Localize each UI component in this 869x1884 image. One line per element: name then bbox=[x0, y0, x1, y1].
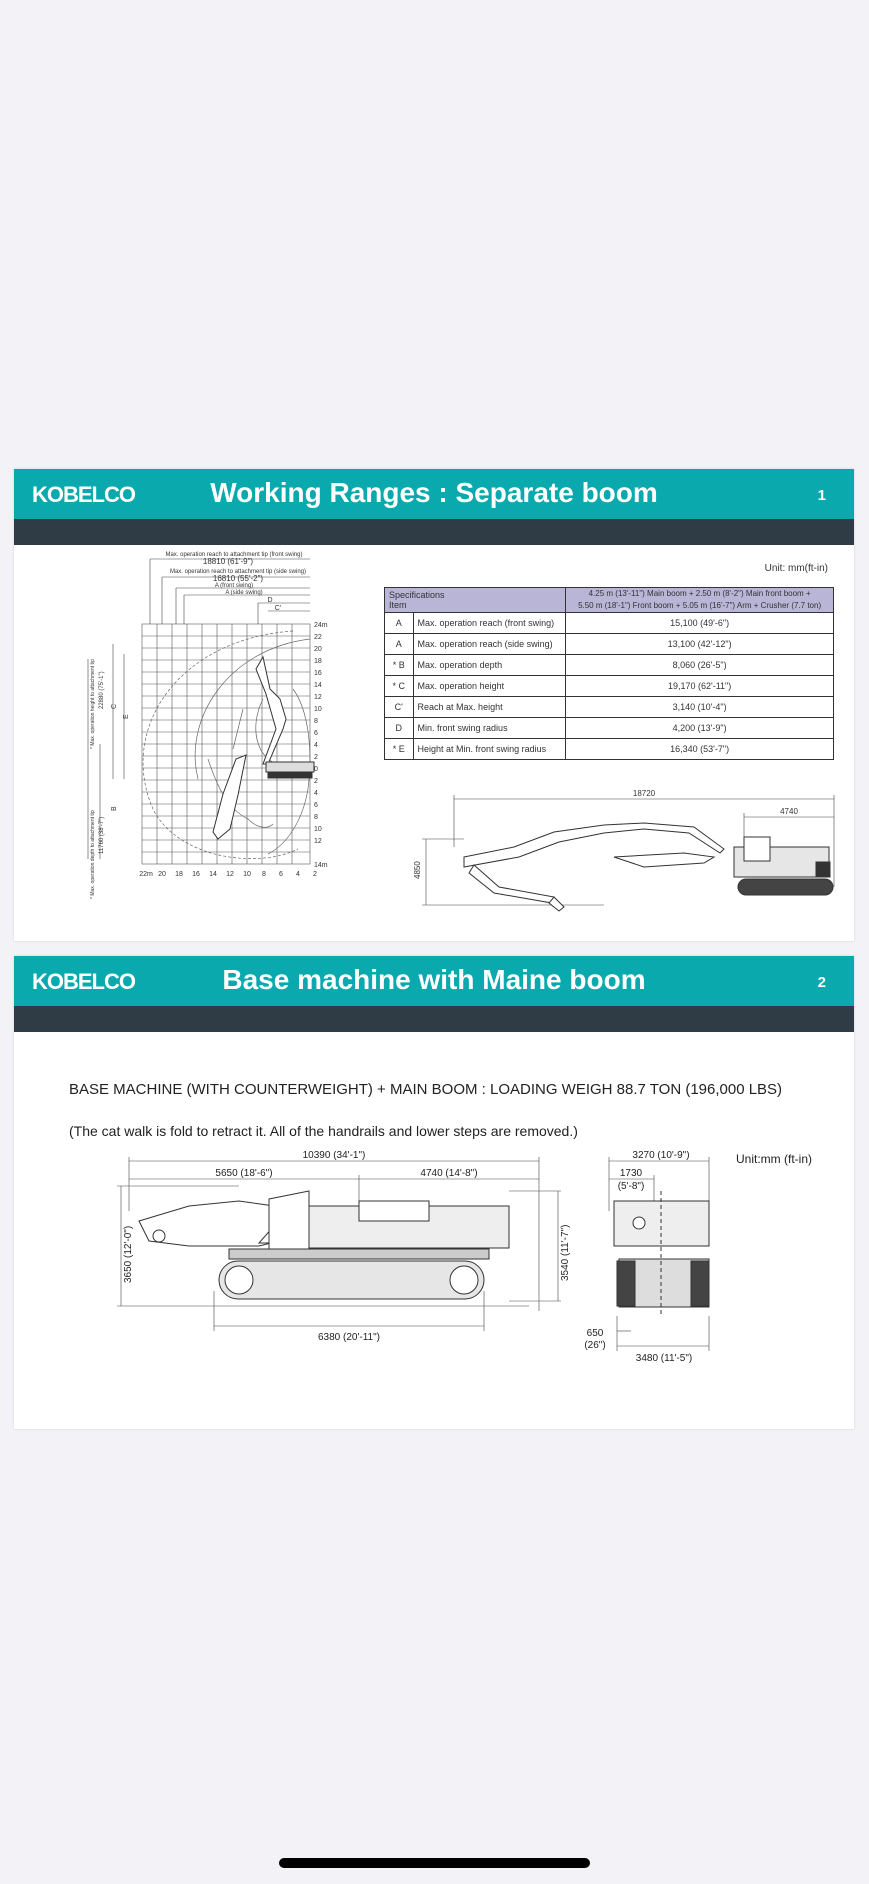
tick-bottom: 22m bbox=[139, 871, 153, 878]
tick-right: 8 bbox=[314, 814, 318, 821]
table-header-model bbox=[566, 588, 834, 613]
vert-upper-label: * Max. operation height to attachment tip bbox=[90, 659, 96, 749]
c-prime-label: C' bbox=[274, 605, 282, 612]
tick-right: 4 bbox=[314, 742, 318, 749]
front-view-sketch bbox=[614, 1191, 709, 1316]
shoe-width-in: (26") bbox=[584, 1340, 606, 1351]
table-header-row bbox=[385, 588, 834, 613]
slide-title: Base machine with Maine boom bbox=[222, 964, 646, 995]
b-label: B bbox=[111, 806, 118, 811]
table-row bbox=[385, 718, 834, 739]
bottom-axis-ticks bbox=[139, 871, 317, 878]
row-code: * B bbox=[385, 655, 414, 676]
row-item: Max. operation reach (side swing) bbox=[413, 634, 566, 655]
row-value: 15,100 (49'-6") bbox=[566, 613, 834, 634]
right-axis-ticks bbox=[314, 622, 328, 869]
catwalk-note: (The cat walk is fold to retract it. All of the handrails and lower steps are removed.) bbox=[69, 1123, 578, 1139]
overall-length: 18720 bbox=[632, 789, 656, 798]
rear-length: 4740 (14'-8") bbox=[420, 1168, 478, 1179]
tick-right: 22 bbox=[314, 634, 322, 641]
table-header-item bbox=[385, 588, 566, 613]
table-row bbox=[385, 613, 834, 634]
table-row bbox=[385, 634, 834, 655]
row-item: Height at Min. front swing radius bbox=[413, 739, 566, 760]
kobelco-logo: KOBELCO bbox=[32, 482, 135, 507]
header-model-line2: 5.50 m (18'-1") Front boom + 5.05 m (16'-7") Arm + Crusher (7.7 ton) bbox=[578, 601, 822, 610]
row-value: 4,200 (13'-9") bbox=[566, 718, 834, 739]
slide-working-ranges bbox=[14, 469, 854, 941]
header-band bbox=[14, 519, 854, 545]
tick-right: 24m bbox=[314, 622, 328, 629]
base-machine-sketch bbox=[139, 1191, 509, 1299]
slide-number: 2 bbox=[817, 974, 826, 991]
tick-bottom: 8 bbox=[262, 871, 266, 878]
vert-lower-value: 11760 (38'-7") bbox=[99, 816, 105, 854]
tick-bottom: 10 bbox=[243, 871, 251, 878]
shoe-width-mm: 650 bbox=[586, 1328, 604, 1339]
table-row bbox=[385, 697, 834, 718]
slide-number: 1 bbox=[817, 487, 826, 504]
row-code: D bbox=[385, 718, 414, 739]
vert-lower-label: * Max. operation depth to attachment tip bbox=[90, 810, 96, 899]
row-code: * C bbox=[385, 676, 414, 697]
row-value: 19,170 (62'-11") bbox=[566, 676, 834, 697]
front-length: 5650 (18'-6") bbox=[215, 1168, 273, 1179]
home-indicator[interactable] bbox=[279, 1858, 590, 1868]
vert-upper-value: 22880 (75'-1") bbox=[99, 671, 105, 709]
row-item: Max. operation depth bbox=[413, 655, 566, 676]
row-value: 8,060 (26'-5") bbox=[566, 655, 834, 676]
header-item: Item bbox=[389, 600, 407, 610]
tick-right: 10 bbox=[314, 826, 322, 833]
tick-right: 6 bbox=[314, 730, 318, 737]
slide-base-machine bbox=[14, 956, 854, 1429]
header-specifications: Specifications bbox=[389, 590, 445, 600]
unit-label: Unit:mm (ft-in) bbox=[736, 1152, 812, 1166]
kobelco-logo: KOBELCO bbox=[32, 969, 135, 994]
table-row bbox=[385, 676, 834, 697]
row-item: Min. front swing radius bbox=[413, 718, 566, 739]
slide-title: Working Ranges : Separate boom bbox=[210, 477, 658, 508]
tick-right: 14 bbox=[314, 682, 322, 689]
spec-table bbox=[384, 587, 834, 760]
track-length: 6380 (20'-11") bbox=[318, 1332, 380, 1343]
header-model-line1: 4.25 m (13'-11") Main boom + 2.50 m (8'-2") Main front boom + bbox=[588, 589, 811, 598]
tick-right: 2 bbox=[314, 778, 318, 785]
tick-right: 10 bbox=[314, 706, 322, 713]
tick-bottom: 20 bbox=[158, 871, 166, 878]
tick-right: 8 bbox=[314, 718, 318, 725]
tick-right: 4 bbox=[314, 790, 318, 797]
side-view-drawing bbox=[404, 787, 854, 917]
header-band bbox=[14, 1006, 854, 1032]
rear-length: 4740 bbox=[780, 807, 798, 816]
tick-bottom: 18 bbox=[175, 871, 183, 878]
row-item: Max. operation reach (front swing) bbox=[413, 613, 566, 634]
row-code: C' bbox=[385, 697, 414, 718]
loading-weight-text: BASE MACHINE (WITH COUNTERWEIGHT) + MAIN BOOM : LOADING WEIGH 88.7 TON (196,000 LBS) bbox=[69, 1081, 783, 1098]
slide-header bbox=[14, 469, 854, 519]
dim1-label: Max. operation reach to attachment tip (front swing) bbox=[165, 552, 303, 558]
track-width: 3480 (11'-5") bbox=[635, 1353, 693, 1364]
tick-bottom: 12 bbox=[226, 871, 234, 878]
base-machine-side-view bbox=[109, 1151, 579, 1381]
a-side-label: A (side swing) bbox=[225, 590, 263, 596]
base-machine-front-view bbox=[579, 1151, 759, 1381]
tick-right: 12 bbox=[314, 694, 322, 701]
excavator-side-sketch bbox=[464, 823, 833, 911]
dim1-value: 18810 (61'-9") bbox=[202, 557, 254, 566]
tick-right: 2 bbox=[314, 754, 318, 761]
tick-right: 20 bbox=[314, 646, 322, 653]
tick-bottom: 6 bbox=[279, 871, 283, 878]
row-value: 16,340 (53'-7") bbox=[566, 739, 834, 760]
slide-header bbox=[14, 956, 854, 1006]
tick-bottom: 4 bbox=[296, 871, 300, 878]
cab-width-ftin: (5'-8") bbox=[617, 1181, 645, 1192]
row-value: 13,100 (42'-12") bbox=[566, 634, 834, 655]
unit-label: Unit: mm(ft-in) bbox=[764, 563, 828, 574]
height-value: 4850 bbox=[413, 861, 422, 879]
row-value: 3,140 (10'-4") bbox=[566, 697, 834, 718]
row-code: * E bbox=[385, 739, 414, 760]
c-label: C bbox=[111, 703, 118, 709]
tick-right: 0 bbox=[314, 766, 318, 773]
a-front-label: A (front swing) bbox=[214, 583, 254, 589]
dim2-value: 16810 (55'-2") bbox=[212, 574, 264, 583]
tick-bottom: 2 bbox=[313, 871, 317, 878]
tick-right: 18 bbox=[314, 658, 322, 665]
height-right: 3540 (11'-7") bbox=[560, 1224, 571, 1281]
overall-length: 10390 (34'-1") bbox=[302, 1151, 366, 1161]
tick-bottom: 14 bbox=[209, 871, 217, 878]
row-code: A bbox=[385, 634, 414, 655]
tick-right: 12 bbox=[314, 838, 322, 845]
table-row bbox=[385, 655, 834, 676]
d-label: D bbox=[267, 597, 273, 604]
dim2-label: Max. operation reach to attachment tip (side swing) bbox=[169, 569, 307, 575]
row-code: A bbox=[385, 613, 414, 634]
height-left: 3650 (12'-0") bbox=[123, 1225, 134, 1283]
table-row bbox=[385, 739, 834, 760]
cab-width-mm: 1730 bbox=[619, 1168, 643, 1179]
row-item: Reach at Max. height bbox=[413, 697, 566, 718]
tick-right: 6 bbox=[314, 802, 318, 809]
working-range-diagram bbox=[58, 549, 358, 929]
total-width: 3270 (10'-9") bbox=[632, 1151, 690, 1161]
e-label: E bbox=[123, 714, 130, 719]
tick-right: 16 bbox=[314, 670, 322, 677]
tick-right: 14m bbox=[314, 862, 328, 869]
row-item: Max. operation height bbox=[413, 676, 566, 697]
tick-bottom: 16 bbox=[192, 871, 200, 878]
